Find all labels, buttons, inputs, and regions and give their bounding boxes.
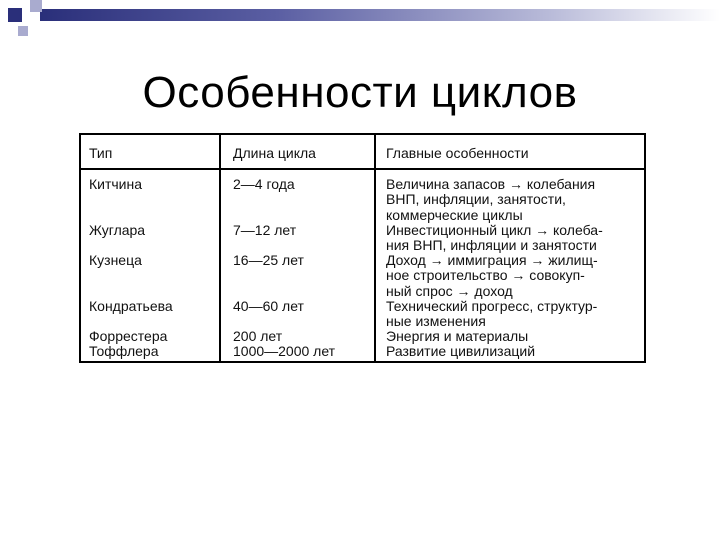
cycle-type: Форрестера	[89, 328, 168, 344]
cycle-type: Китчина	[89, 176, 143, 192]
header-type: Тип	[89, 145, 113, 161]
cycle-length: 40—60 лет	[233, 298, 304, 314]
slide-title: Особенности циклов	[142, 68, 578, 117]
cycle-features	[386, 223, 644, 254]
header-divider	[81, 168, 644, 170]
feature-line: Доход → иммиграция → жилищ-	[386, 252, 598, 268]
feature-line: ния ВНП, инфляции и занятости	[386, 237, 597, 254]
cycle-length: 7—12 лет	[233, 222, 297, 238]
feature-line: ВНП, инфляции, занятости,	[386, 191, 566, 208]
decorative-square	[30, 0, 42, 12]
cycle-length: 2—4 года	[233, 176, 295, 192]
header-length: Длина цикла	[233, 145, 316, 161]
cycle-length: 200 лет	[233, 328, 283, 344]
cycle-type: Кондратьева	[89, 298, 173, 314]
feature-line: коммерческие циклы	[386, 206, 523, 223]
feature-line: Технический прогресс, структур-	[386, 298, 598, 314]
cycles-table	[79, 133, 646, 363]
feature-line: ные изменения	[386, 313, 486, 330]
cycle-features	[386, 299, 644, 330]
feature-line: ный спрос → доход	[386, 282, 513, 299]
decorative-gradient-bar	[40, 9, 720, 21]
cycle-length: 1000—2000 лет	[233, 343, 336, 359]
feature-line: ное строительство → совокуп-	[386, 267, 585, 284]
feature-line: Инвестиционный цикл → колеба-	[386, 222, 603, 238]
decorative-square	[18, 26, 28, 36]
decorative-square	[8, 8, 22, 22]
header-features: Главные особенности	[386, 145, 529, 161]
feature-line: Энергия и материалы	[386, 328, 529, 344]
feature-line: Величина запасов → колебания	[386, 176, 596, 192]
feature-line: Развитие цивилизаций	[386, 343, 536, 359]
cycle-length: 16—25 лет	[233, 252, 304, 268]
cycle-features	[386, 253, 644, 299]
cycle-type: Тоффлера	[89, 343, 159, 359]
decorative-corner	[0, 0, 720, 40]
cycle-features	[386, 177, 644, 223]
cycle-type: Кузнеца	[89, 252, 142, 268]
cycle-type: Жуглара	[89, 222, 146, 238]
cycle-features	[386, 344, 644, 359]
